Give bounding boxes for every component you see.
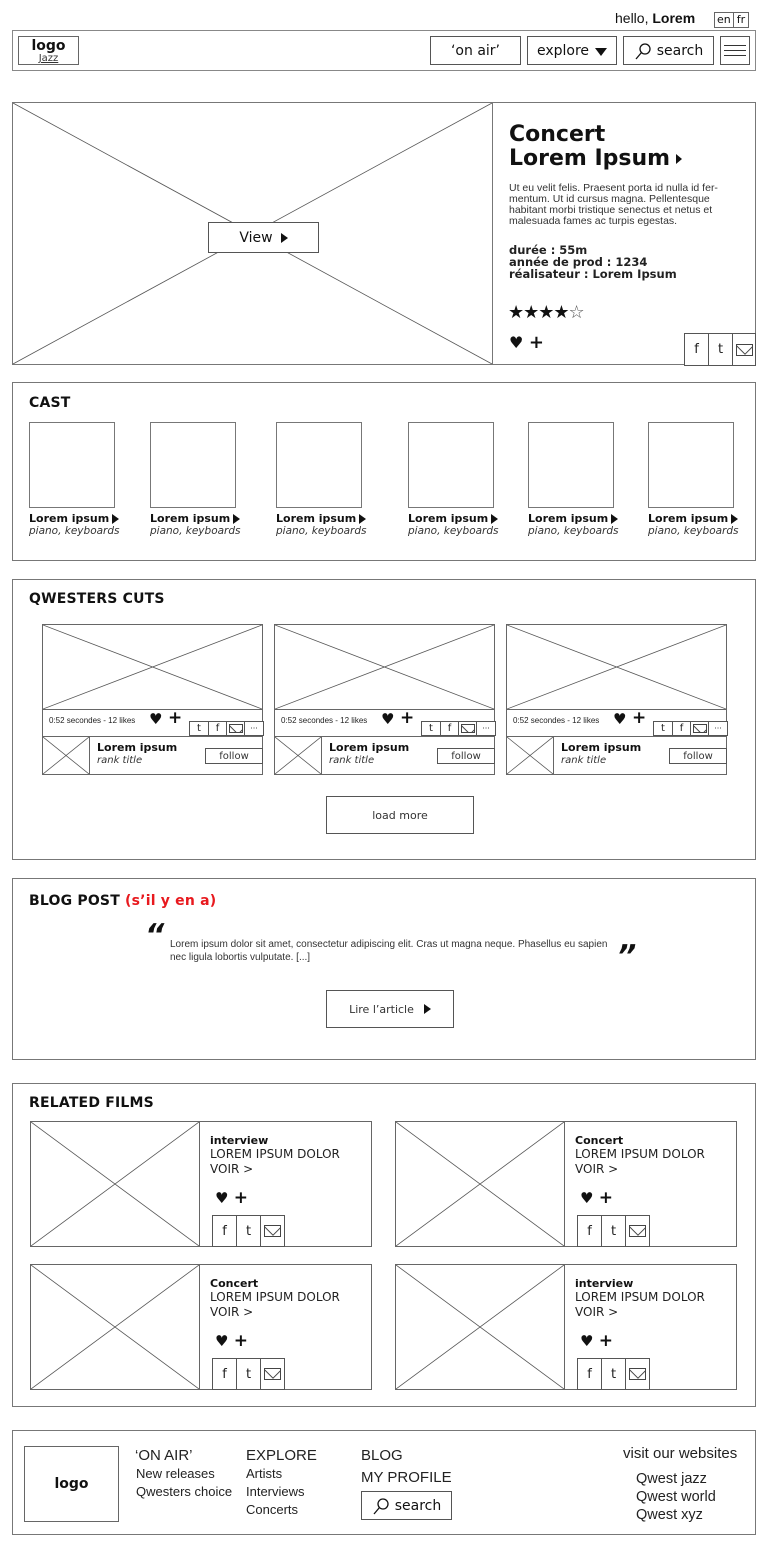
author-avatar-placeholder[interactable] — [274, 736, 322, 775]
film-share — [577, 1358, 650, 1390]
cut-card — [506, 624, 727, 775]
email-share-button[interactable] — [260, 1215, 285, 1247]
plus-icon[interactable]: + — [598, 1331, 613, 1351]
film-title[interactable]: LOREM IPSUM DOLOR — [575, 1290, 705, 1304]
film-title[interactable]: LOREM IPSUM DOLOR — [210, 1290, 340, 1304]
cast-member[interactable]: Lorem ipsum piano, keyboards — [276, 422, 366, 537]
hero-title[interactable]: Concert Lorem Ipsum — [509, 123, 682, 171]
author-rank: rank title — [561, 755, 607, 766]
footer-link-interviews[interactable]: Interviews — [246, 1484, 305, 1499]
language-switch — [714, 12, 749, 28]
cast-photo-placeholder — [150, 422, 236, 508]
play-icon — [611, 514, 618, 524]
more-share-button[interactable]: ··· — [708, 721, 728, 736]
envelope-icon — [629, 1225, 646, 1237]
cast-member[interactable]: Lorem ipsum piano, keyboards — [29, 422, 119, 537]
hero-actions — [509, 332, 544, 353]
cast-photo-placeholder — [29, 422, 115, 508]
envelope-icon — [229, 724, 243, 733]
user-greeting: hello, Lorem — [615, 10, 696, 26]
more-share-button[interactable]: ··· — [476, 721, 496, 736]
footer-logo[interactable]: logo — [24, 1446, 119, 1522]
author-name[interactable]: Lorem ipsum — [561, 741, 642, 754]
follow-button[interactable]: follow — [437, 748, 495, 764]
placeholder-cross-icon — [275, 737, 321, 774]
nav-explore-dropdown[interactable]: explore — [527, 36, 617, 65]
qwesters-cuts-section — [12, 579, 756, 860]
envelope-icon — [461, 724, 475, 733]
logo[interactable]: logo Jazz — [18, 36, 79, 65]
related-film-card — [30, 1121, 372, 1247]
film-title[interactable]: LOREM IPSUM DOLOR — [210, 1147, 340, 1161]
facebook-share-button[interactable]: f — [440, 721, 458, 736]
cut-meta-bar — [42, 709, 263, 737]
cut-share — [653, 721, 728, 736]
envelope-icon — [264, 1368, 281, 1380]
hero-description: Ut eu velit felis. Praesent porta id nulla id fer-mentum. Ut id cursus magna. Pellentesque habitant morbi tristique senectus et netus et malesuada fames ac turpis egestas. — [509, 182, 718, 227]
related-film-card — [30, 1264, 372, 1390]
twitter-share-button[interactable]: t — [189, 721, 208, 736]
author-name[interactable]: Lorem ipsum — [329, 741, 410, 754]
site-footer — [12, 1430, 756, 1535]
related-film-card — [395, 1121, 737, 1247]
hamburger-icon — [724, 45, 746, 46]
twitter-share-button[interactable]: t — [421, 721, 440, 736]
author-rank: rank title — [329, 755, 375, 766]
star-rating[interactable] — [508, 303, 584, 323]
footer-link-concerts[interactable]: Concerts — [246, 1502, 299, 1517]
cut-meta-bar — [274, 709, 495, 737]
related-film-card — [395, 1264, 737, 1390]
author-avatar-placeholder[interactable] — [42, 736, 90, 775]
heart-icon[interactable]: ♥ — [381, 710, 395, 728]
email-share-button[interactable] — [625, 1215, 650, 1247]
twitter-share-button[interactable]: t — [601, 1215, 625, 1247]
heart-icon[interactable]: ♥ — [215, 1332, 229, 1350]
film-thumbnail-placeholder[interactable] — [30, 1264, 200, 1390]
footer-websites-title: visit our websites — [623, 1445, 738, 1462]
email-share-button[interactable] — [458, 721, 476, 736]
cut-share — [189, 721, 264, 736]
cuts-title: QWESTERS CUTS — [29, 591, 165, 607]
caret-down-icon — [595, 48, 607, 56]
film-share — [577, 1215, 650, 1247]
play-icon — [731, 514, 738, 524]
menu-hamburger-button[interactable] — [720, 36, 750, 65]
author-avatar-placeholder[interactable] — [506, 736, 554, 775]
facebook-share-button[interactable]: f — [672, 721, 690, 736]
facebook-share-button[interactable]: f — [212, 1215, 236, 1247]
film-actions — [580, 1331, 613, 1351]
film-see-link[interactable]: VOIR > — [210, 1305, 254, 1319]
quote-open-icon: “ — [145, 918, 165, 953]
film-share — [212, 1358, 285, 1390]
film-actions — [580, 1188, 613, 1208]
plus-icon[interactable]: + — [632, 708, 647, 728]
facebook-share-button[interactable]: f — [577, 1215, 601, 1247]
film-category: interview — [210, 1134, 269, 1147]
lang-fr[interactable]: fr — [734, 12, 749, 28]
placeholder-cross-icon — [396, 1265, 564, 1389]
cut-video-placeholder[interactable] — [274, 624, 495, 710]
cut-author-row — [42, 737, 263, 775]
cut-card — [42, 624, 263, 775]
film-share — [212, 1215, 285, 1247]
more-share-button[interactable]: ··· — [244, 721, 264, 736]
play-icon — [233, 514, 240, 524]
film-actions — [215, 1331, 248, 1351]
plus-icon[interactable]: + — [168, 708, 183, 728]
play-icon — [359, 514, 366, 524]
email-share-button[interactable] — [732, 333, 756, 366]
author-name[interactable]: Lorem ipsum — [97, 741, 178, 754]
footer-link-artists[interactable]: Artists — [246, 1466, 283, 1481]
play-icon — [424, 1004, 431, 1014]
footer-link-qwesters-choice[interactable]: Qwesters choice — [136, 1484, 233, 1499]
director: réalisateur : Lorem Ipsum — [509, 267, 677, 281]
author-rank: rank title — [97, 755, 143, 766]
cut-meta: 0:52 secondes - 12 likes — [281, 716, 368, 725]
cut-meta: 0:52 secondes - 12 likes — [49, 716, 136, 725]
film-see-link[interactable]: VOIR > — [575, 1305, 619, 1319]
cast-member[interactable]: Lorem ipsum piano, keyboards — [408, 422, 498, 537]
footer-my-profile[interactable]: MY PROFILE — [361, 1469, 452, 1486]
footer-link-new-releases[interactable]: New releases — [136, 1466, 215, 1481]
heart-icon[interactable]: ♥ — [580, 1332, 594, 1350]
film-thumbnail-placeholder[interactable] — [395, 1121, 565, 1247]
cast-photo-placeholder — [528, 422, 614, 508]
email-share-button[interactable] — [625, 1358, 650, 1390]
cut-meta-bar — [506, 709, 727, 737]
twitter-share-button[interactable]: t — [708, 333, 732, 366]
envelope-icon — [736, 344, 753, 356]
footer-on-air[interactable]: ‘ON AIR’ — [135, 1447, 193, 1464]
facebook-share-button[interactable]: f — [684, 333, 708, 366]
placeholder-cross-icon — [507, 737, 553, 774]
blog-title: BLOG POST (s’il y en a) — [29, 893, 217, 909]
film-see-link[interactable]: VOIR > — [575, 1162, 619, 1176]
read-article-button[interactable]: Lire l’article — [326, 990, 454, 1028]
film-title[interactable]: LOREM IPSUM DOLOR — [575, 1147, 705, 1161]
footer-blog[interactable]: BLOG — [361, 1447, 403, 1464]
cast-section — [12, 382, 756, 561]
hero-meta — [509, 244, 677, 280]
placeholder-cross-icon — [507, 625, 726, 709]
load-more-button[interactable]: load more — [326, 796, 474, 834]
facebook-share-button[interactable]: f — [577, 1358, 601, 1390]
plus-icon[interactable]: + — [528, 332, 545, 353]
twitter-share-button[interactable]: t — [653, 721, 672, 736]
film-thumbnail-placeholder[interactable] — [395, 1264, 565, 1390]
footer-link-qwest-world[interactable]: Qwest world — [636, 1489, 716, 1505]
heart-icon[interactable]: ♥ — [613, 710, 627, 728]
placeholder-cross-icon — [31, 1265, 199, 1389]
film-actions — [215, 1188, 248, 1208]
plus-icon[interactable]: + — [233, 1188, 248, 1208]
play-icon — [112, 514, 119, 524]
facebook-share-button[interactable]: f — [208, 721, 226, 736]
footer-link-qwest-jazz[interactable]: Qwest jazz — [636, 1471, 707, 1487]
hero-section — [12, 102, 756, 365]
follow-button[interactable]: follow — [669, 748, 727, 764]
film-category: Concert — [575, 1134, 624, 1147]
search-icon — [372, 1497, 390, 1515]
related-title: RELATED FILMS — [29, 1095, 154, 1111]
film-thumbnail-placeholder[interactable] — [30, 1121, 200, 1247]
star-empty-icon: ☆ — [568, 302, 584, 323]
star-filled-icon: ★★★★ — [508, 302, 569, 323]
film-category: interview — [575, 1277, 634, 1290]
site-header — [12, 30, 756, 71]
play-icon — [491, 514, 498, 524]
nav-search-button[interactable]: search — [623, 36, 714, 65]
envelope-icon — [693, 724, 707, 733]
film-category: Concert — [210, 1277, 259, 1290]
envelope-icon — [629, 1368, 646, 1380]
hero-video-placeholder[interactable] — [12, 102, 493, 365]
view-button[interactable]: View — [208, 222, 319, 253]
heart-icon[interactable]: ♥ — [509, 333, 524, 352]
twitter-share-button[interactable]: t — [236, 1215, 260, 1247]
cast-photo-placeholder — [648, 422, 734, 508]
blog-post-section — [12, 878, 756, 1060]
footer-search-button[interactable]: search — [361, 1491, 452, 1520]
cut-video-placeholder[interactable] — [506, 624, 727, 710]
heart-icon[interactable]: ♥ — [215, 1189, 229, 1207]
facebook-share-button[interactable]: f — [212, 1358, 236, 1390]
cast-title: CAST — [29, 395, 71, 411]
duration: durée : 55m — [509, 243, 588, 257]
cut-card — [274, 624, 495, 775]
quote-close-icon: ” — [617, 939, 637, 974]
follow-button[interactable]: follow — [205, 748, 263, 764]
cast-photo-placeholder — [408, 422, 494, 508]
placeholder-cross-icon — [43, 625, 262, 709]
play-icon — [281, 233, 288, 243]
cut-meta: 0:52 secondes - 12 likes — [513, 716, 600, 725]
cut-share — [421, 721, 496, 736]
heart-icon[interactable]: ♥ — [149, 710, 163, 728]
cut-author-row — [506, 737, 727, 775]
blog-title-note: (s’il y en a) — [125, 893, 217, 909]
footer-explore[interactable]: EXPLORE — [246, 1447, 317, 1464]
placeholder-cross-icon — [31, 1122, 199, 1246]
placeholder-cross-icon — [43, 737, 89, 774]
footer-link-qwest-xyz[interactable]: Qwest xyz — [636, 1507, 703, 1523]
envelope-icon — [264, 1225, 281, 1237]
cast-member[interactable]: Lorem ipsum piano, keyboards — [648, 422, 738, 537]
plus-icon[interactable]: + — [598, 1188, 613, 1208]
cut-author-row — [274, 737, 495, 775]
hero-share — [684, 333, 756, 366]
cast-photo-placeholder — [276, 422, 362, 508]
film-see-link[interactable]: VOIR > — [210, 1162, 254, 1176]
chevron-right-icon — [676, 154, 682, 164]
related-films-section — [12, 1083, 756, 1407]
heart-icon[interactable]: ♥ — [580, 1189, 594, 1207]
email-share-button[interactable] — [260, 1358, 285, 1390]
plus-icon[interactable]: + — [233, 1331, 248, 1351]
email-share-button[interactable] — [226, 721, 244, 736]
blog-excerpt: Lorem ipsum dolor sit amet, consectetur adipiscing elit. Cras ut magna neque. Phasellus eu sapien nec ligula lobortis vulputate. [...] — [170, 939, 608, 963]
cut-video-placeholder[interactable] — [42, 624, 263, 710]
twitter-share-button[interactable]: t — [236, 1358, 260, 1390]
cast-member[interactable]: Lorem ipsum piano, keyboards — [150, 422, 240, 537]
username[interactable]: Lorem — [652, 10, 696, 26]
lang-en[interactable]: en — [714, 12, 734, 28]
nav-on-air-button[interactable]: ‘on air’ — [430, 36, 521, 65]
email-share-button[interactable] — [690, 721, 708, 736]
search-icon — [634, 42, 652, 60]
placeholder-cross-icon — [275, 625, 494, 709]
twitter-share-button[interactable]: t — [601, 1358, 625, 1390]
plus-icon[interactable]: + — [400, 708, 415, 728]
production-year: année de prod : 1234 — [509, 255, 648, 269]
placeholder-cross-icon — [396, 1122, 564, 1246]
cast-member[interactable]: Lorem ipsum piano, keyboards — [528, 422, 618, 537]
